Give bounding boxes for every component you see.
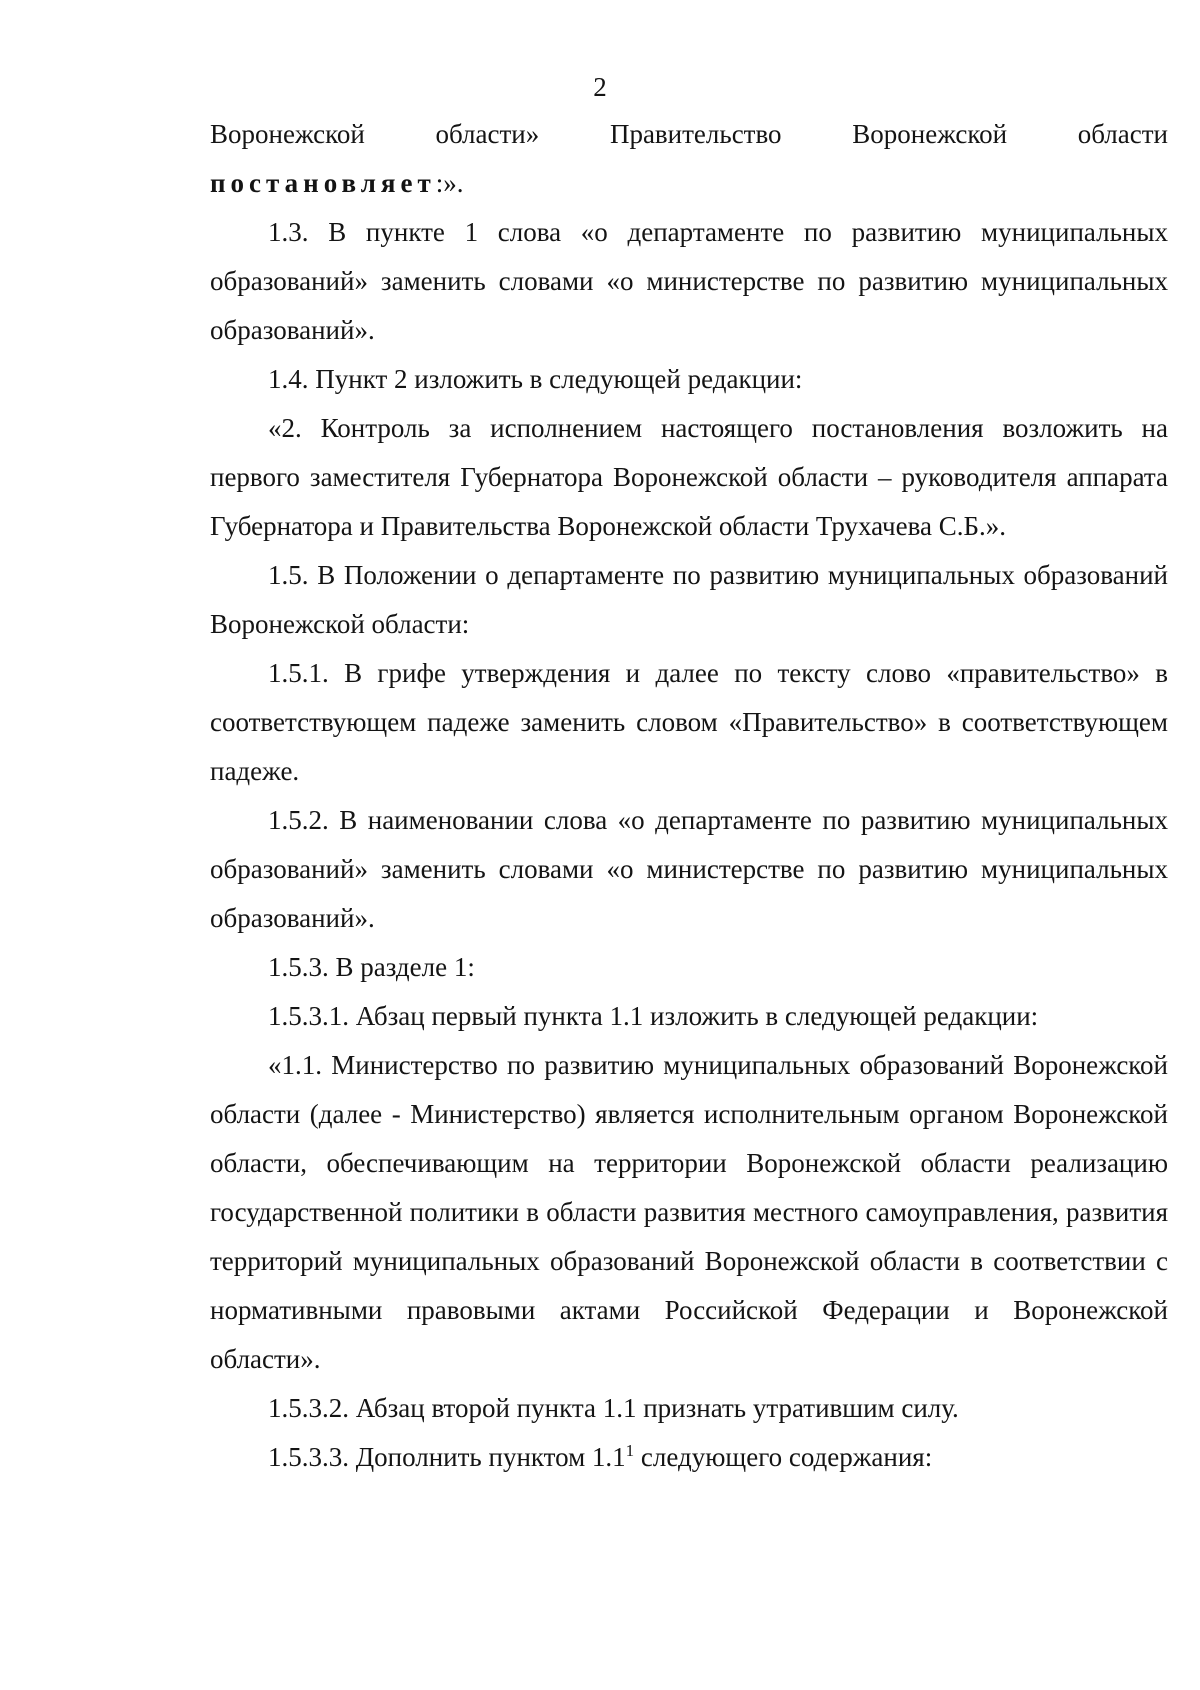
paragraph-1-5: 1.5. В Положении о департаменте по развитию муниципальных образований Воронежской области: — [210, 560, 1168, 639]
paragraph-continuation — [210, 110, 1168, 208]
document-body — [210, 110, 1168, 1482]
paragraph-1-4: 1.4. Пункт 2 изложить в следующей редакции: — [268, 364, 803, 394]
paragraph-quote-2: «2. Контроль за исполнением настоящего постановления возложить на первого заместителя Губернатора Воронежской области – руководителя аппарата Губернатора и Правительства Воронежской области Трухачева С.Б.». — [210, 413, 1168, 541]
paragraph-1-5-3-3 — [210, 1433, 1168, 1482]
paragraph-1-5-2: 1.5.2. В наименовании слова «о департаменте по развитию муниципальных образований» заменить словами «о министерстве по развитию муниципальных образований». — [210, 805, 1168, 933]
paragraph-tail: :». — [435, 168, 464, 198]
paragraph-quote-1-1: «1.1. Министерство по развитию муниципальных образований Воронежской области (далее - Министерство) является исполнительным органом Воронежской области, обеспечивающим на территории Воронежской области реализацию государственной политики в области развития местного самоуправления, развития территорий муниципальных образований Воронежской области в соответствии с нормативными правовыми актами Российской Федерации и Воронежской области». — [210, 1050, 1168, 1374]
paragraph-text: Воронежской области» Правительство Воронежской области — [210, 119, 1168, 149]
superscript: 1 — [625, 1441, 635, 1460]
paragraph-1-5-1: 1.5.1. В грифе утверждения и далее по тексту слово «правительство» в соответствующем падеже заменить словом «Правительство» в соответствующем падеже. — [210, 658, 1168, 786]
page-number: 2 — [593, 72, 607, 102]
paragraph-1-5-3-1: 1.5.3.1. Абзац первый пункта 1.1 изложить в следующей редакции: — [268, 1001, 1039, 1031]
resolves-keyword: постановляет — [210, 168, 436, 198]
paragraph-1-5-3: 1.5.3. В разделе 1: — [268, 952, 475, 982]
paragraph-1-5-3-2: 1.5.3.2. Абзац второй пункта 1.1 признать утратившим силу. — [268, 1393, 959, 1423]
paragraph-tail: следующего содержания: — [634, 1442, 933, 1472]
paragraph-1-3: 1.3. В пункте 1 слова «о департаменте по развитию муниципальных образований» заменить словами «о министерстве по развитию муниципальных образований». — [210, 217, 1168, 345]
paragraph-text: 1.5.3.3. Дополнить пунктом 1.1 — [268, 1442, 626, 1472]
